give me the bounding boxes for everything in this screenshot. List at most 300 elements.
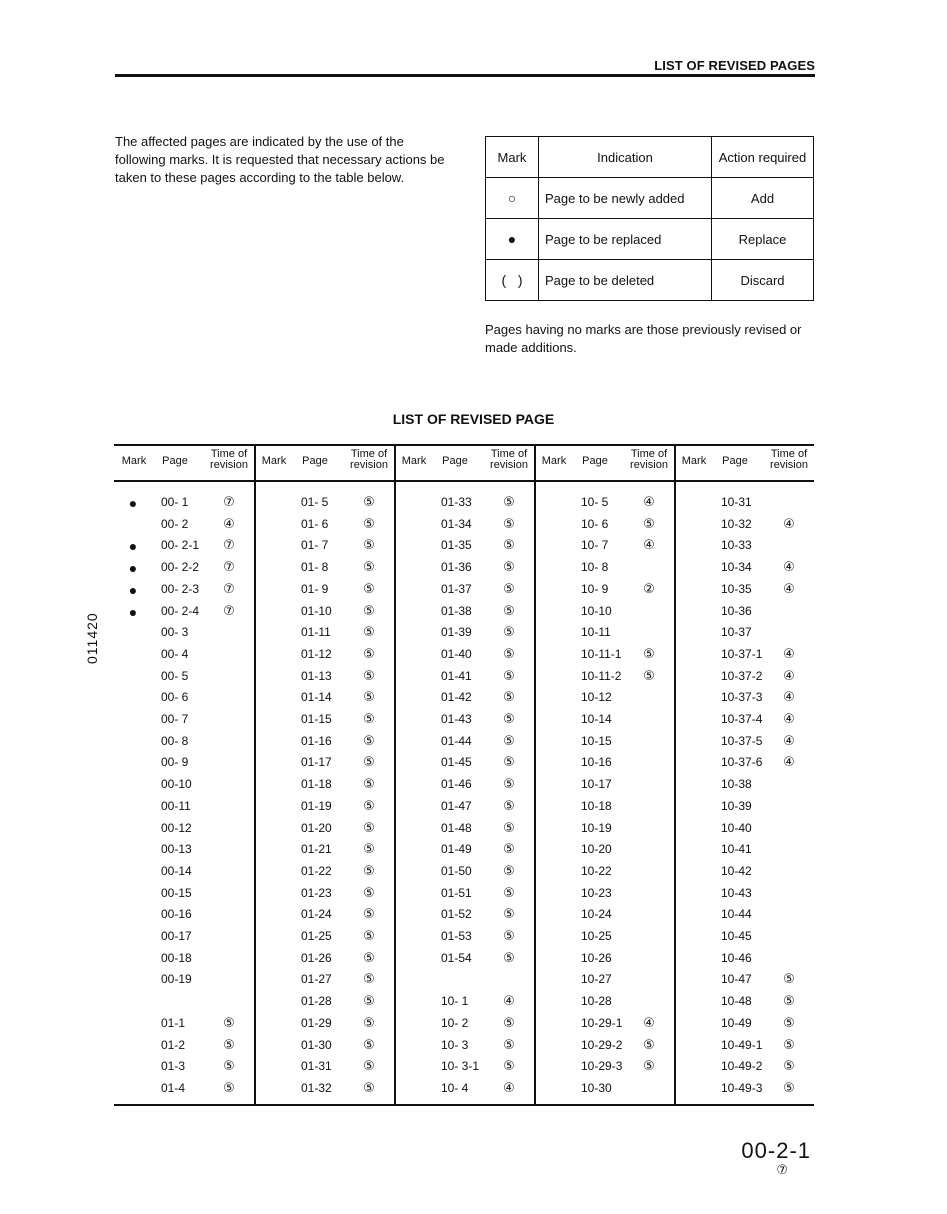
revision-number: ⑤ xyxy=(643,1036,655,1052)
table-row xyxy=(674,819,814,841)
revision-number: ⑤ xyxy=(363,884,375,900)
page-label: 10-37-2 xyxy=(721,668,763,683)
page-label: 00-14 xyxy=(161,863,192,878)
revision-number: ⑦ xyxy=(223,494,235,509)
table-row xyxy=(114,645,254,667)
page-label: 10-49 xyxy=(721,1015,752,1030)
page-label: 10-26 xyxy=(581,950,612,965)
revision-column xyxy=(114,444,254,1104)
page-label: 01-39 xyxy=(441,625,472,640)
column-header-page: Page xyxy=(302,455,328,467)
column-header-page: Page xyxy=(162,455,188,467)
revision-number: ⑤ xyxy=(783,993,795,1009)
page-label: 10-30 xyxy=(581,1080,612,1095)
table-row xyxy=(254,819,394,841)
page-label: 10- 3 xyxy=(441,1037,469,1052)
page-label: 00- 3 xyxy=(161,625,189,640)
revision-number: ⑤ xyxy=(503,819,515,835)
revision-number: ⑤ xyxy=(643,645,655,661)
table-row xyxy=(674,775,814,797)
table-row xyxy=(674,840,814,862)
page-label: 00-19 xyxy=(161,972,192,987)
page-label: 10-48 xyxy=(721,994,752,1009)
page-label: 01-34 xyxy=(441,516,472,531)
page-label: 01-28 xyxy=(301,994,332,1009)
page-label: 01-30 xyxy=(301,1037,332,1052)
page-label: 01-41 xyxy=(441,668,472,683)
table-row xyxy=(534,1057,674,1079)
table-row xyxy=(254,536,394,558)
revision-number: ⑤ xyxy=(503,732,515,748)
table-row xyxy=(674,732,814,754)
table-row xyxy=(114,884,254,906)
table-row xyxy=(394,905,534,927)
page-label: 01-38 xyxy=(441,603,472,618)
table-row xyxy=(254,1057,394,1079)
page-label: 01-31 xyxy=(301,1059,332,1074)
page-label: 01- 6 xyxy=(301,516,329,531)
revision-number: ⑤ xyxy=(783,1036,795,1052)
page-label: 01- 7 xyxy=(301,538,329,553)
revision-number: ⑤ xyxy=(503,841,515,857)
revision-number: ⑤ xyxy=(363,928,375,943)
table-row xyxy=(254,840,394,862)
marks-legend-table xyxy=(485,136,814,301)
page-label: 10-49-2 xyxy=(721,1059,763,1074)
revision-number: ⑤ xyxy=(503,602,515,618)
table-row xyxy=(674,1057,814,1079)
table-row xyxy=(534,862,674,884)
page-label: 10-25 xyxy=(581,929,612,943)
table-row xyxy=(674,558,814,580)
page-label: 01-19 xyxy=(301,798,332,813)
table-row xyxy=(114,862,254,884)
page-label: 10-11 xyxy=(581,625,611,640)
page-label: 10-11-2 xyxy=(581,668,622,683)
table-row xyxy=(674,992,814,1014)
revision-mark: ● xyxy=(128,538,138,555)
page-label: 10-29-1 xyxy=(581,1015,623,1030)
column-header-time-of-revision xyxy=(486,449,532,485)
page-label: 00- 2-1 xyxy=(161,538,200,553)
table-row xyxy=(674,623,814,645)
revision-number: ⑤ xyxy=(363,624,375,640)
revision-number: ⑤ xyxy=(643,515,655,531)
revision-number: ⑤ xyxy=(363,841,375,857)
page-label: 10-40 xyxy=(721,820,752,835)
open-circle-icon: ○ xyxy=(486,178,539,219)
revision-number: ⑤ xyxy=(503,689,515,705)
revision-number: ④ xyxy=(783,645,795,661)
page-label: 10-45 xyxy=(721,929,752,943)
table-row xyxy=(534,536,674,558)
revision-number: ⑤ xyxy=(363,580,375,596)
page-revision-mark: ⑦ xyxy=(776,1162,788,1177)
side-reference-number: 011420 xyxy=(84,612,100,664)
revision-number: ⑤ xyxy=(783,1014,795,1030)
revision-number: ⑤ xyxy=(363,949,375,965)
revision-number: ⑤ xyxy=(363,494,375,509)
table-row xyxy=(114,775,254,797)
table-row xyxy=(674,580,814,602)
revision-number: ⑦ xyxy=(223,580,235,596)
page-label: 10-42 xyxy=(721,863,752,878)
legend-indication: Page to be deleted xyxy=(539,260,712,301)
page-label: 01- 5 xyxy=(301,495,329,509)
column-header-mark: Mark xyxy=(261,455,287,467)
page-label: 00-16 xyxy=(161,907,192,922)
table-row xyxy=(534,515,674,537)
revision-number: ④ xyxy=(783,732,795,748)
page-label: 10-43 xyxy=(721,885,752,900)
table-row xyxy=(394,667,534,689)
table-row xyxy=(114,840,254,862)
revision-number: ④ xyxy=(503,1079,515,1095)
revision-number: ⑤ xyxy=(503,949,515,965)
page-label: 00- 2-4 xyxy=(161,603,200,618)
page-label: 10-33 xyxy=(721,538,752,553)
page-label: 00-11 xyxy=(161,798,191,813)
revision-number: ④ xyxy=(643,537,655,553)
table-row xyxy=(534,992,674,1014)
page-label: 10-37-5 xyxy=(721,733,763,748)
table-row xyxy=(114,580,254,602)
page-label: 00- 1 xyxy=(161,495,189,509)
page-label: 10-11-1 xyxy=(581,646,622,661)
table-row xyxy=(114,536,254,558)
page-label: 10-23 xyxy=(581,885,612,900)
table-row xyxy=(534,493,674,515)
column-header-time-of-revision xyxy=(206,449,252,485)
table-row xyxy=(254,623,394,645)
table-row xyxy=(254,884,394,906)
revision-number: ⑤ xyxy=(363,559,375,575)
table-row xyxy=(254,580,394,602)
revision-number: ④ xyxy=(783,515,795,531)
filled-circle-icon: ● xyxy=(486,219,539,260)
table-row xyxy=(394,970,534,992)
page-label: 10-41 xyxy=(721,842,752,857)
page-label: 10-37-6 xyxy=(721,755,763,770)
table-row xyxy=(534,797,674,819)
revision-number: ⑤ xyxy=(503,906,515,922)
page-label: 01-14 xyxy=(301,690,332,705)
revision-column xyxy=(534,444,674,1104)
page-label: 10-29-2 xyxy=(581,1037,623,1052)
page-header-title: LIST OF REVISED PAGES xyxy=(654,58,815,73)
table-row xyxy=(254,862,394,884)
page-label: 01-33 xyxy=(441,495,472,509)
legend-header-row xyxy=(486,137,814,178)
revision-number: ⑤ xyxy=(503,754,515,770)
table-row xyxy=(254,602,394,624)
table-row xyxy=(254,992,394,1014)
page-label: 10- 6 xyxy=(581,516,609,531)
page-label: 10- 5 xyxy=(581,495,609,509)
revision-number: ⑤ xyxy=(363,1079,375,1095)
revision-number: ⑤ xyxy=(503,928,515,943)
table-row xyxy=(254,797,394,819)
table-row xyxy=(254,753,394,775)
table-row xyxy=(254,515,394,537)
legend-action: Add xyxy=(712,178,814,219)
page-label: 10-46 xyxy=(721,950,752,965)
revision-column xyxy=(394,444,534,1104)
page-label: 10-15 xyxy=(581,733,612,748)
page-label: 10-10 xyxy=(581,603,612,618)
column-header-time-of-revision xyxy=(766,449,812,485)
revision-number: ⑤ xyxy=(643,667,655,683)
revision-number: ⑤ xyxy=(363,515,375,531)
page-label: 01-46 xyxy=(441,777,472,792)
table-bottom-rule xyxy=(114,1104,814,1106)
header-rule xyxy=(115,74,815,77)
revision-number: ④ xyxy=(783,754,795,770)
revision-number: ⑦ xyxy=(223,559,235,575)
header-line: revision xyxy=(490,459,528,471)
legend-header-mark: Mark xyxy=(486,137,539,178)
revision-number: ⑤ xyxy=(363,971,375,987)
page-label: 10-32 xyxy=(721,516,752,531)
page-label: 01-18 xyxy=(301,777,332,792)
table-row xyxy=(114,515,254,537)
page-label: 10-38 xyxy=(721,777,752,792)
page-label: 00- 7 xyxy=(161,712,189,726)
page-label: 10-37-3 xyxy=(721,690,763,705)
page-label: 10-17 xyxy=(581,777,612,792)
page-label: 01-35 xyxy=(441,538,472,553)
table-row xyxy=(394,493,534,515)
page-label: 10-39 xyxy=(721,798,752,813)
page-label: 01-47 xyxy=(441,798,472,813)
page-label: 00- 2 xyxy=(161,516,189,531)
table-row xyxy=(674,536,814,558)
table-row xyxy=(394,797,534,819)
table-row xyxy=(114,1036,254,1058)
revision-number: ⑤ xyxy=(783,971,795,987)
table-row xyxy=(114,710,254,732)
table-row xyxy=(674,493,814,515)
revision-number: ⑤ xyxy=(503,884,515,900)
revision-number: ⑤ xyxy=(503,1058,515,1074)
legend-note: Pages having no marks are those previously revised or made additions. xyxy=(485,322,802,355)
header-line: Time of xyxy=(490,448,528,460)
page-label: 10-37-4 xyxy=(721,712,763,726)
revision-number: ⑤ xyxy=(223,1014,235,1030)
revision-number: ⑤ xyxy=(363,993,375,1009)
table-row xyxy=(674,645,814,667)
page-label: 10-16 xyxy=(581,755,612,770)
column-header-page: Page xyxy=(722,455,748,467)
table-row xyxy=(394,536,534,558)
table-row xyxy=(114,732,254,754)
revision-number: ⑤ xyxy=(363,711,375,726)
table-row xyxy=(394,515,534,537)
page-label: 10- 9 xyxy=(581,581,609,596)
table-row xyxy=(534,775,674,797)
page-label: 00-12 xyxy=(161,820,192,835)
revision-number: ④ xyxy=(643,1014,655,1030)
legend-header-action: Action required xyxy=(712,137,814,178)
table-row xyxy=(254,688,394,710)
page-label: 01-25 xyxy=(301,929,332,943)
intro-paragraph: The affected pages are indicated by the use of the following marks. It is requested that necessary actions be taken to these pages according to the table below. xyxy=(115,134,445,185)
column-header-time-of-revision xyxy=(626,449,672,485)
table-row xyxy=(534,688,674,710)
table-row xyxy=(394,688,534,710)
page-label: 10- 2 xyxy=(441,1015,469,1030)
table-row xyxy=(674,970,814,992)
page-label: 10-44 xyxy=(721,907,752,922)
table-row xyxy=(254,1079,394,1101)
revision-mark: ● xyxy=(128,581,138,598)
revision-number: ⑤ xyxy=(363,667,375,683)
revision-number: ⑤ xyxy=(223,1058,235,1074)
revision-number: ④ xyxy=(643,494,655,509)
revision-number: ⑤ xyxy=(223,1036,235,1052)
table-row xyxy=(534,753,674,775)
table-row xyxy=(114,1079,254,1101)
page-number: 00-2-1 xyxy=(741,1138,811,1163)
header-line: Time of xyxy=(770,448,808,460)
legend-indication: Page to be replaced xyxy=(539,219,712,260)
table-row xyxy=(674,1079,814,1101)
revision-number: ⑦ xyxy=(223,602,235,618)
page-label: 01-17 xyxy=(301,755,332,770)
page-label: 10-27 xyxy=(581,972,612,987)
header-line: Time of xyxy=(210,448,248,460)
revision-mark: ● xyxy=(128,603,138,620)
page-label: 01-40 xyxy=(441,646,472,661)
table-row xyxy=(254,493,394,515)
column-header-mark: Mark xyxy=(541,455,567,467)
table-row xyxy=(114,753,254,775)
revision-number: ⑤ xyxy=(503,711,515,726)
page-label: 10- 1 xyxy=(441,994,469,1009)
revision-number: ④ xyxy=(783,580,795,596)
table-row xyxy=(114,797,254,819)
table-row xyxy=(114,602,254,624)
table-row xyxy=(674,667,814,689)
table-row xyxy=(674,862,814,884)
page-label: 10-49-1 xyxy=(721,1037,763,1052)
legend-row-discard xyxy=(486,260,814,301)
column-header-mark: Mark xyxy=(121,455,147,467)
table-row xyxy=(254,949,394,971)
page-label: 01-53 xyxy=(441,929,472,943)
table-row xyxy=(114,623,254,645)
page-label: 10-36 xyxy=(721,603,752,618)
page-label: 01-12 xyxy=(301,646,332,661)
column-header-mark: Mark xyxy=(681,455,707,467)
page-label: 10- 7 xyxy=(581,538,609,553)
page-label: 10-47 xyxy=(721,972,752,987)
revision-number: ⑤ xyxy=(223,1079,235,1095)
table-row xyxy=(394,927,534,949)
table-row xyxy=(394,992,534,1014)
table-row xyxy=(534,905,674,927)
revision-number: ⑤ xyxy=(363,645,375,661)
page-label: 01-27 xyxy=(301,972,332,987)
revision-number: ⑤ xyxy=(783,1058,795,1074)
table-row xyxy=(254,645,394,667)
revision-number: ⑤ xyxy=(363,1036,375,1052)
table-row xyxy=(534,623,674,645)
page-label: 10-20 xyxy=(581,842,612,857)
table-row xyxy=(534,732,674,754)
revision-number: ⑤ xyxy=(503,559,515,575)
page-label: 00-18 xyxy=(161,950,192,965)
legend-indication: Page to be newly added xyxy=(539,178,712,219)
page-label: 10-37-1 xyxy=(721,646,763,661)
header-line: revision xyxy=(770,459,808,471)
page-label: 01-37 xyxy=(441,581,472,596)
column-header-mark: Mark xyxy=(401,455,427,467)
page-label: 10-12 xyxy=(581,690,612,705)
page-label: 01-21 xyxy=(301,842,332,857)
parentheses-icon: ( ) xyxy=(486,260,539,301)
page-label: 00- 6 xyxy=(161,690,189,705)
page-label: 10-49-3 xyxy=(721,1080,763,1095)
table-row xyxy=(114,949,254,971)
table-row xyxy=(394,732,534,754)
page-label: 01-49 xyxy=(441,842,472,857)
table-row xyxy=(674,710,814,732)
legend-header-indication: Indication xyxy=(539,137,712,178)
page-label: 01-11 xyxy=(301,625,331,640)
page-label: 01-29 xyxy=(301,1015,332,1030)
header-line: revision xyxy=(210,459,248,471)
table-row xyxy=(394,819,534,841)
table-row xyxy=(674,753,814,775)
table-row xyxy=(394,753,534,775)
revision-mark: ● xyxy=(128,560,138,577)
page-label: 01-24 xyxy=(301,907,332,922)
table-row xyxy=(534,927,674,949)
table-row xyxy=(394,1014,534,1036)
page-label: 10-18 xyxy=(581,798,612,813)
table-row xyxy=(674,905,814,927)
page-label: 10- 4 xyxy=(441,1080,469,1095)
revision-number: ④ xyxy=(223,515,235,531)
revision-number: ⑤ xyxy=(503,797,515,813)
table-row xyxy=(674,515,814,537)
page-label: 01-32 xyxy=(301,1080,332,1095)
header-line: revision xyxy=(630,459,668,471)
table-row xyxy=(534,884,674,906)
page-label: 01-2 xyxy=(161,1037,186,1052)
table-row xyxy=(534,1014,674,1036)
page-label: 00- 8 xyxy=(161,733,189,748)
page-label: 01-20 xyxy=(301,820,332,835)
table-row xyxy=(114,667,254,689)
table-row xyxy=(114,927,254,949)
list-title: LIST OF REVISED PAGE xyxy=(392,411,555,427)
page-label: 01-51 xyxy=(441,885,472,900)
table-row xyxy=(534,667,674,689)
table-row xyxy=(394,862,534,884)
revision-number: ⑤ xyxy=(363,862,375,878)
revision-number: ⑤ xyxy=(503,667,515,683)
table-row xyxy=(674,1014,814,1036)
revision-number: ⑤ xyxy=(503,1014,515,1030)
page-label: 00-10 xyxy=(161,777,192,792)
table-row xyxy=(674,1036,814,1058)
page-label: 01-48 xyxy=(441,820,472,835)
table-row xyxy=(114,1014,254,1036)
revision-number: ④ xyxy=(783,667,795,683)
page-label: 01-1 xyxy=(161,1015,186,1030)
